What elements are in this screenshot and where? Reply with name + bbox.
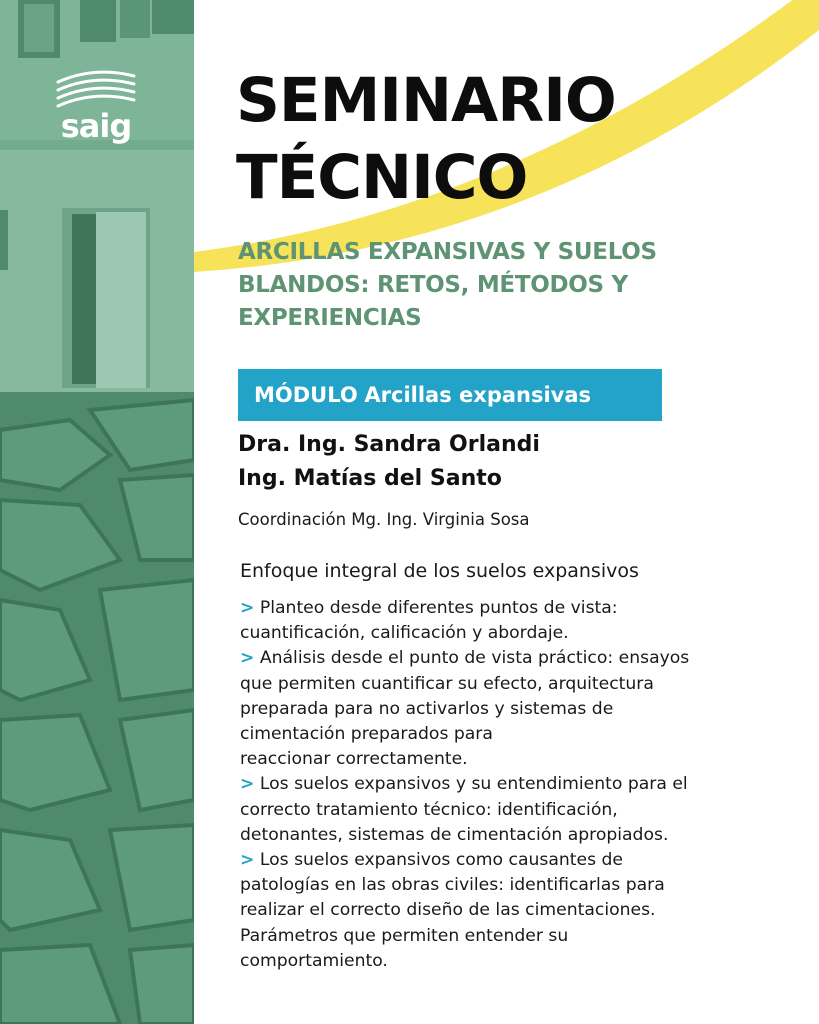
subtitle-line-3: EXPERIENCIAS <box>238 305 422 331</box>
list-item-text: correcto tratamiento técnico: identificación, <box>240 799 618 820</box>
list-item <box>240 772 800 848</box>
logo-wordmark: saig <box>60 107 132 145</box>
speaker-name: Ing. Matías del Santo <box>238 466 502 491</box>
speakers-list <box>238 428 540 496</box>
list-item-text: Los suelos expansivos y su entendimiento para el <box>259 774 688 795</box>
module-name: Arcillas expansivas <box>364 383 592 407</box>
list-item-text: detonantes, sistemas de cimentación apropiados. <box>240 824 669 845</box>
chevron-right-icon: > <box>240 598 255 618</box>
list-item <box>240 596 800 646</box>
list-item-text: patologías en las obras civiles: identificarlas para <box>240 875 665 896</box>
list-item-text: Parámetros que permiten entender su <box>240 925 569 946</box>
list-item-text: preparada para no activarlos y sistemas de <box>240 698 614 719</box>
seminar-subtitle <box>238 236 778 335</box>
section-title: Enfoque integral de los suelos expansivos <box>240 560 639 582</box>
subtitle-line-2: BLANDOS: RETOS, MÉTODOS Y <box>238 272 628 298</box>
module-badge <box>238 369 662 421</box>
list-item-text: cuantificación, calificación y abordaje. <box>240 623 569 644</box>
coordination-credit: Coordinación Mg. Ing. Virginia Sosa <box>238 510 530 529</box>
chevron-right-icon: > <box>240 648 255 669</box>
subtitle-line-1: ARCILLAS EXPANSIVAS Y SUELOS <box>238 239 657 265</box>
list-item-text: Planteo desde diferentes puntos de vista: <box>259 598 618 618</box>
list-item-text: que permiten cuantificar su efecto, arquitectura <box>240 673 654 694</box>
title-line-2: TÉCNICO <box>236 142 528 213</box>
topics-list <box>240 596 800 974</box>
list-item-text: Los suelos expansivos como causantes de <box>259 850 623 871</box>
list-item <box>240 646 800 772</box>
list-item-text: comportamiento. <box>240 950 388 971</box>
list-item-text: Análisis desde el punto de vista práctico: ensayos <box>259 648 690 669</box>
title-line-1: SEMINARIO <box>236 65 616 136</box>
list-item-text: realizar el correcto diseño de las cimentaciones. <box>240 900 656 921</box>
list-item <box>240 848 800 974</box>
list-item-text: cimentación preparados para <box>240 724 493 745</box>
speaker-name: Dra. Ing. Sandra Orlandi <box>238 432 540 457</box>
module-label: MÓDULO <box>254 383 358 407</box>
chevron-right-icon: > <box>240 850 255 871</box>
list-item-text: reaccionar correctamente. <box>240 749 468 770</box>
seminar-title <box>236 62 616 216</box>
chevron-right-icon: > <box>240 774 255 795</box>
